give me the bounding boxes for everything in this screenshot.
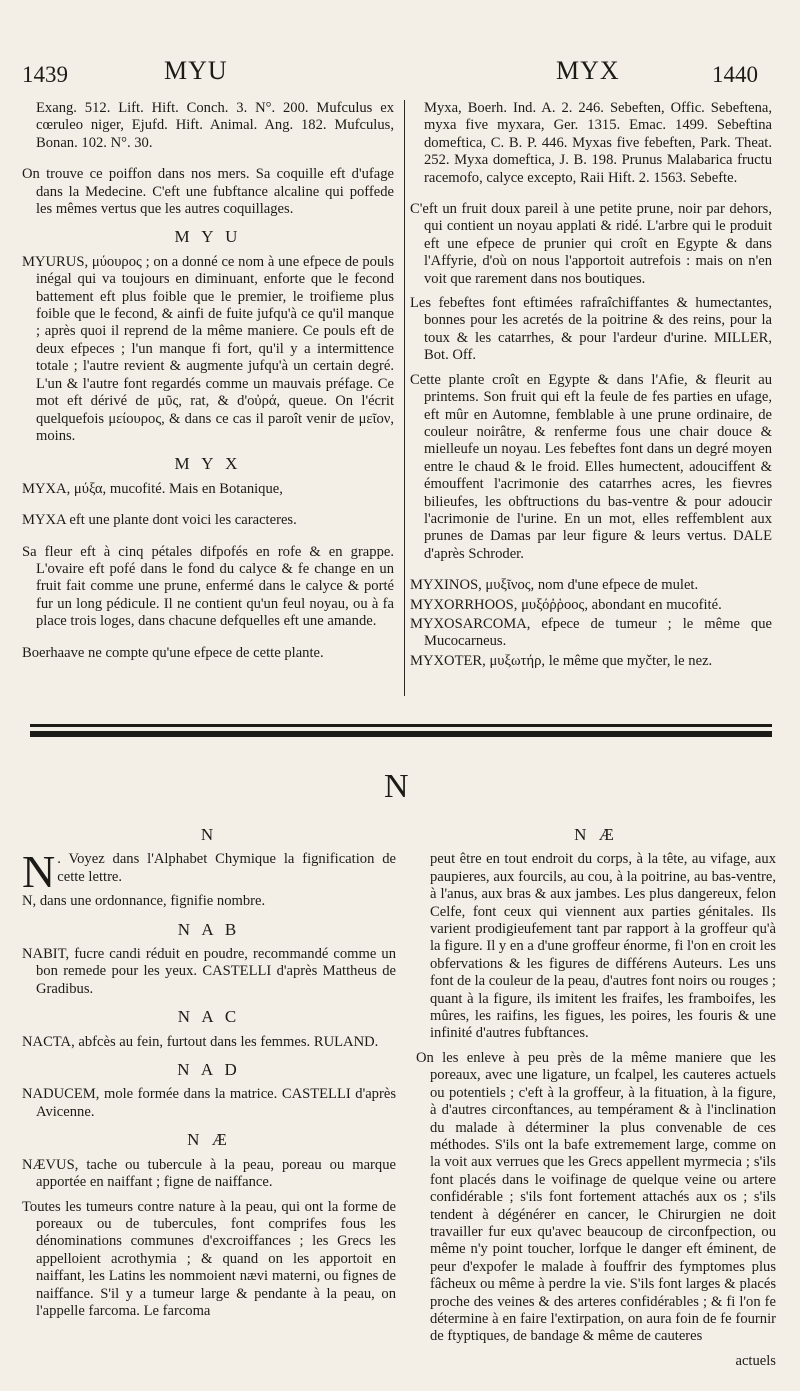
- paragraph: Toutes les tumeurs contre nature à la peau, qui ont la forme de poreaux ou de tubercules, font comprifes fous les dénominations communes d'excroiffances ; les Grecs les appelloient acrothymia ; & quand on les apportoit en naiffant, les Latins les nommoient nævi materni, ou fignes de naiffance. S'il y a tumeur large & pendante à la peau, on l'appelle farcoma. Le farcoma: [22, 1198, 396, 1319]
- bottom-left-column: [22, 816, 396, 1327]
- column-divider: [404, 100, 405, 696]
- section-heading: M Y U: [174, 227, 242, 247]
- entry-nabit: NABIT, fucre candi réduit en poudre, recommandé comme un bon remede pour les yeux. CASTELLI d'après Mattheus de Gradibus.: [22, 946, 396, 997]
- rule-bottom: [30, 731, 772, 737]
- section-heading: N: [200, 825, 218, 844]
- paragraph: On les enleve à peu près de la même maniere que les poreaux, avec une ligature, un fcalpel, les cauteres actuels ou potentiels ; c'eft à la groffeur, à la fituation, à la figure, à d'autres circonftances, au tempérament & à l'inclination du malade à déterminer la plus convenable de ces méthodes. S'ils ont la bafe extremement large, comme on la voit aux verrues que les Grecs appellent myrmecia ; s'ils font placés dans le voifinage de quelque veine ou artere confidérable ; s'ils font fortement attachés aux os ; s'ils tendent à dégénérer en cancer, le Chirurgien ne doit travailler fur eux qu'avec beaucoup de circonfpection, ou même n'y point toucher, lorfque le danger eft éminent, de peur d'expofer le malade à fouffrir des fymptomes plus fâcheux ou même à perdre la vie. S'ils font larges & placés proche des veines & des arteres confidérables ; & fi l'on fe détermine à en faire l'extirpation, on aura foin de fe fournir de ftyptiques, de bandage & même de cauteres: [416, 1049, 776, 1345]
- rule-top: [30, 724, 772, 727]
- entry-myxinos: MYXINOS, μυξῖνος, nom d'une efpece de mulet.: [410, 577, 699, 594]
- right-page-number: 1440: [712, 62, 758, 87]
- left-running-head: MYU: [164, 56, 228, 85]
- section-letter: N: [384, 768, 409, 805]
- citation-continuation: Myxa, Boerh. Ind. A. 2. 246. Sebeften, Offic. Sebeftena, myxa five myxara, Ger. 1315. Emac. 1499. Sebeftina domeftica, C. B. P. 446. Myxas five febeften, Park. Theat. 252. Myxa domeftica, J. B. 198. Prunus Malabarica fructu racemofo, calyce excepto, Raii Hift. 2. 1563. Sebefte.: [424, 100, 772, 186]
- entry-n-ordonnance: N, dans une ordonnance, fignifie nombre.: [22, 893, 266, 910]
- entry-myxoter: MYXOTER, μυξωτήρ, le même que myčter, le nez.: [410, 652, 713, 669]
- paragraph: Sa fleur eft à cinq pétales difpofés en rofe & en grappe. L'ovaire eft pofé dans le fond du calyce & fe change en un fruit fait comme une prune, enfermé dans le calyce & porté fur un long pédicule. Il ne contient qu'un feul noyau, ou à fa place trois loges, dans chacune defquelles eft une amande.: [22, 543, 394, 630]
- left-page-number: 1439: [22, 62, 68, 87]
- paragraph: MYXA eft une plante dont voici les caracteres.: [22, 512, 297, 529]
- section-heading: N A C: [177, 1007, 241, 1027]
- entry-myurus: MYURUS, μύουρος ; on a donné ce nom à une efpece de pouls inégal qui va toujours en diminuant, enforte que le fecond battement eft plus foible que le premier, le troifieme plus foible que le fecond, & ainfi de fuite jufqu'à ce qu'il manque ; après quoi il reprend de la même maniere. Ce pouls eft de deux efpeces ; l'un manque fi fort, qu'il y a intermittence totale ; l'autre revient & augmente jufqu'à un certain degré. L'un & l'autre font regardés comme un mauvais préfage. Ce mot eft dérivé de μῦς, rat, & d'οὐρά, queue. On l'écrit quelquefois μείουρος, & dans ce cas il paroît venir de μεῖον, moins.: [22, 253, 394, 444]
- section-heading: M Y X: [174, 454, 242, 474]
- section-heading: N Æ: [574, 825, 618, 844]
- right-running-head: MYX: [556, 56, 620, 85]
- paragraph: peut être en tout endroit du corps, à la tête, au vifage, aux paupieres, aux fourcils, au cou, à la poitrine, au bas-ventre, à l'anus, aux bras & aux jambes. Les plus dangereux, felon Celfe, font ceux qui viennent aux parties génitales. Ils varient prodigieufement tant par rapport à la groffeur qu'à la figure. Il y en a d'une groffeur énorme, fi l'on en croit les obfervations & les figures de différens Auteurs. Les uns font de la couleur de la peau, d'autres font noirs ou rouges ; quant à la figure, ils imitent les fraifes, les framboifes, les mûres, les raifins, les figues, les poires, les fouris & une infinité d'autres fubftances.: [430, 851, 776, 1042]
- top-right-column: [410, 100, 772, 677]
- entry-myxa: MYXA, μύξα, mucofité. Mais en Botanique,: [22, 480, 283, 497]
- paragraph: C'eft un fruit doux pareil à une petite prune, noir par dehors, qui contient un noyau applati & ridé. L'arbre qui le produit eft une efpece de prunier qui croît en Egypte & dans l'Affyrie, d'où on nous l'apportoit autrefois : mais on n'en voit que rarement dans nos boutiques.: [410, 201, 772, 287]
- entry-myxosarcoma: MYXOSARCOMA, efpece de tumeur ; le même que Mucocarneus.: [410, 615, 772, 650]
- top-left-column: [22, 100, 394, 669]
- paragraph: Cette plante croît en Egypte & dans l'Afie, & fleurit au printems. Son fruit qui eft la feule de fes parties en ufage, eft mûr en Automne, femblable à une prune ordinaire, de couleur noirâtre, & renferme fous une chair douce & mielleufe un noyau. Les febeftes font dans un degré moyen entre le chaud & le froid. Elles humectent, adouciffent & émouffent l'acrimonie des catarrhes acres, les fievres bilieufes, les obftructions du bas-ventre & pour adoucir l'acrimonie de l'urine. En un mot, elles reffemblent aux prunes de Damas par leur figure & leurs vertus. DALE d'après Schroder.: [410, 371, 772, 562]
- paragraph: Boerhaave ne compte qu'une efpece de cette plante.: [22, 644, 324, 661]
- paragraph: Les febeftes font eftimées rafraîchiffantes & humectantes, bonnes pour les acretés de la poitrine & des reins, pour la toux & les catarrhes, & pour l'ardeur d'urine. MILLER, Bot. Off.: [410, 295, 772, 364]
- entry-n-intro: N . Voyez dans l'Alphabet Chymique la fignification de cette lettre.: [22, 846, 396, 898]
- citation-continuation: Exang. 512. Lift. Hift. Conch. 3. N°. 200. Mufculus ex cœruleo niger, Ejufd. Hift. Animal. Ang. 182. Mufculus, Bonan. 102. N°. 30.: [36, 100, 394, 151]
- drop-cap: N: [22, 846, 56, 898]
- section-heading: N Æ: [187, 1130, 231, 1150]
- section-heading: N A D: [177, 1060, 241, 1080]
- entry-naevus: NÆVUS, tache ou tubercule à la peau, poreau ou marque apportée en naiffant ; figne de naiffance.: [22, 1156, 396, 1191]
- entry-myxorrhoos: MYXORRHOOS, μυξόῤῥοος, abondant en mucofité.: [410, 596, 722, 613]
- bottom-right-column: [416, 816, 776, 1370]
- paragraph: On trouve ce poiffon dans nos mers. Sa coquille eft d'ufage dans la Medecine. C'eft une fubftance alcaline qui poffede les mêmes vertus que les autres coquillages.: [22, 166, 394, 218]
- section-heading: N A B: [177, 919, 241, 939]
- catchword: actuels: [735, 1352, 776, 1369]
- entry-nacta: NACTA, abfcès au fein, furtout dans les femmes. RULAND.: [22, 1033, 379, 1050]
- entry-naducem: NADUCEM, mole formée dans la matrice. CASTELLI d'après Avicenne.: [22, 1086, 396, 1120]
